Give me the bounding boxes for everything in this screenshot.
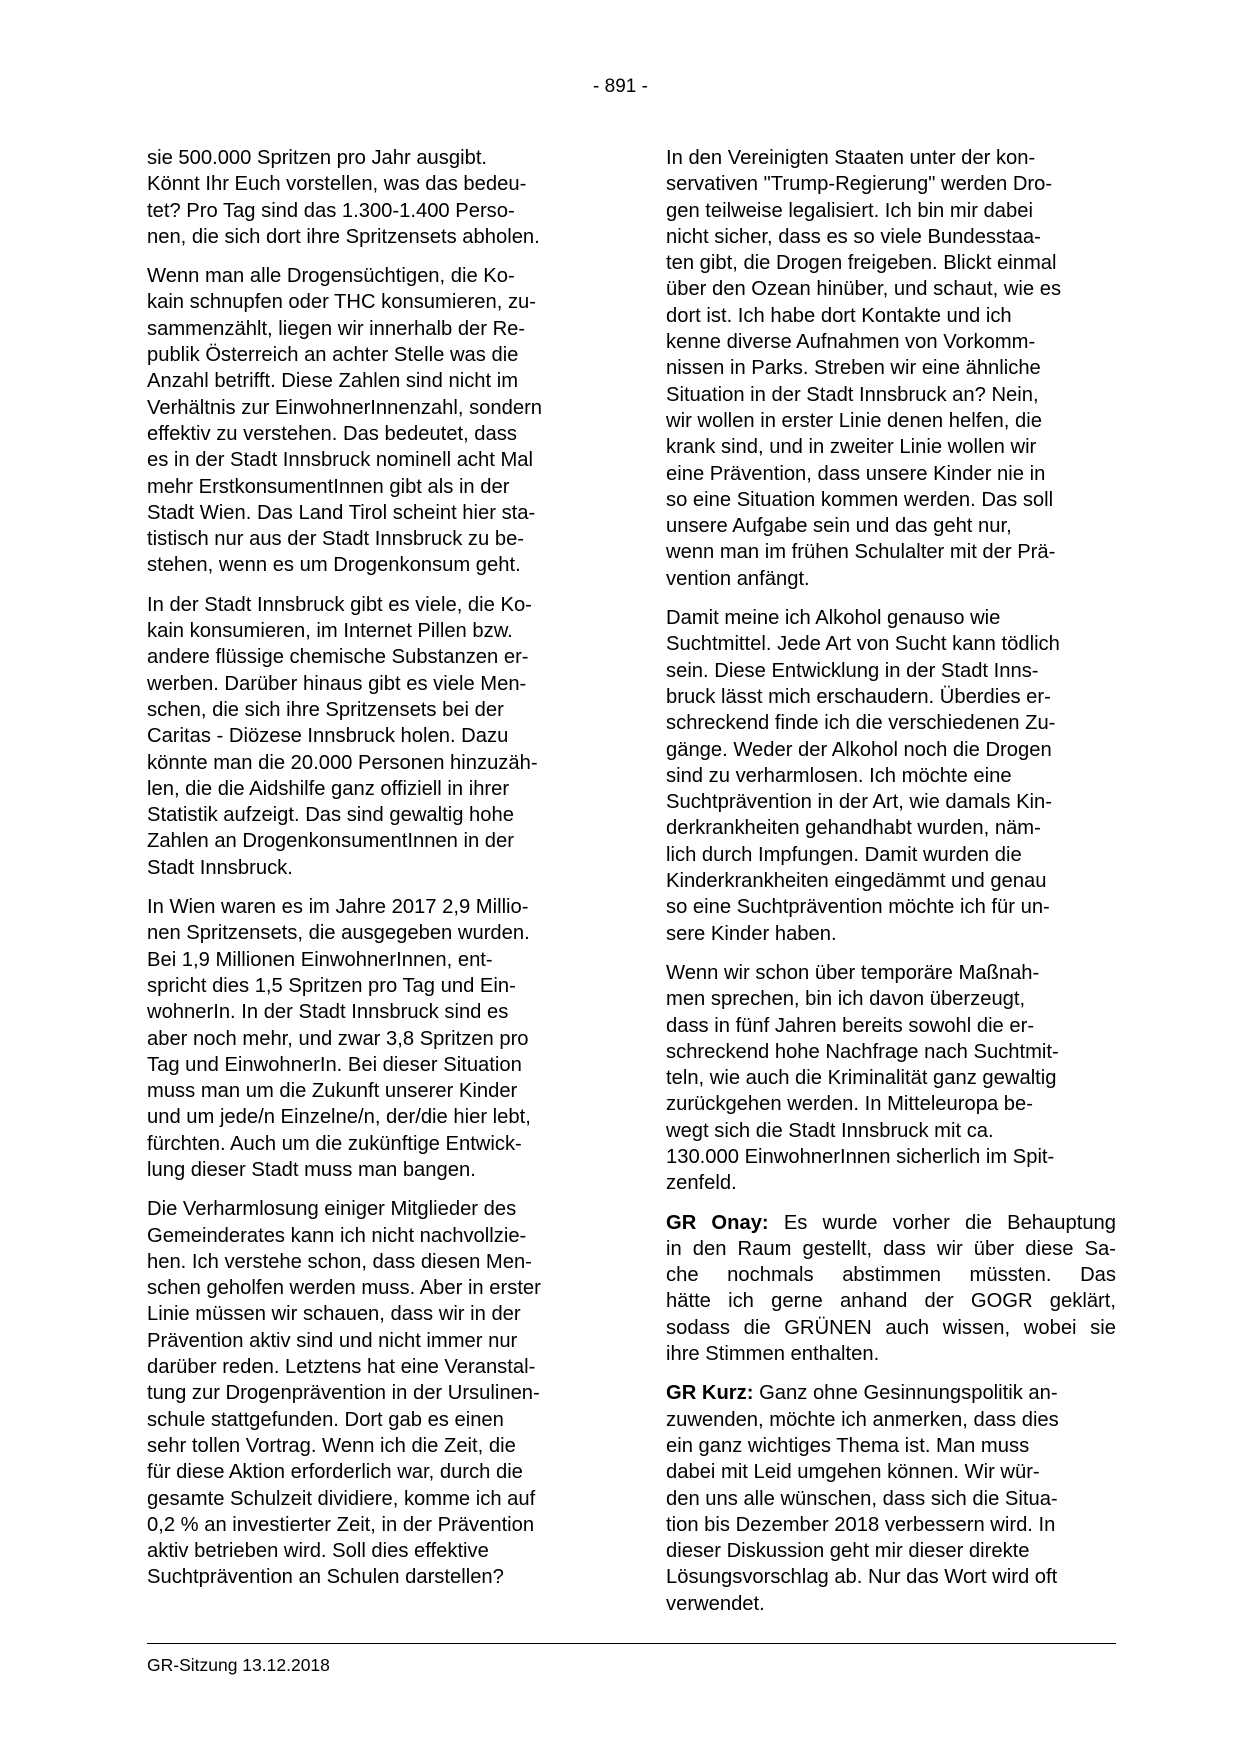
- right-column: [666, 145, 1116, 1630]
- text-line: bruck lässt mich erschaudern. Überdies er-: [666, 685, 1051, 708]
- text-line: 130.000 EinwohnerInnen sicherlich im Spit-: [666, 1145, 1055, 1168]
- speaker-name: GR Kurz:: [666, 1382, 754, 1405]
- text-line: in den Raum gestellt, dass wir über diese Sa-: [666, 1237, 1116, 1260]
- paragraph: [147, 263, 597, 579]
- text-line: Linie müssen wir schauen, dass wir in der: [147, 1303, 521, 1326]
- text-line: über den Ozean hinüber, und schaut, wie es: [666, 278, 1062, 301]
- paragraph: [147, 894, 597, 1183]
- text-line: Lösungsvorschlag ab. Nur das Wort wird oft: [666, 1566, 1058, 1589]
- text-line: vention anfängt.: [666, 567, 810, 590]
- text-line: Suchtmittel. Jede Art von Sucht kann tödlich: [666, 633, 1060, 656]
- text-line: Statistik aufzeigt. Das sind gewaltig hohe: [147, 804, 514, 827]
- text-line: andere flüssige chemische Substanzen er-: [147, 646, 529, 669]
- text-line: Gemeinderates kann ich nicht nachvollzie-: [147, 1224, 527, 1247]
- text-line: nen, die sich dort ihre Spritzensets abholen.: [147, 225, 540, 248]
- text-line: wenn man im frühen Schulalter mit der Prä-: [666, 541, 1056, 564]
- left-column: [147, 145, 597, 1604]
- text-line: Bei 1,9 Millionen EinwohnerInnen, ent-: [147, 948, 493, 971]
- text-line: Kinderkrankheiten eingedämmt und genau: [666, 870, 1047, 893]
- footer-session-date: GR-Sitzung 13.12.2018: [147, 1655, 330, 1675]
- text-line: Verhältnis zur EinwohnerInnenzahl, sondern: [147, 396, 543, 419]
- text-line: Anzahl betrifft. Diese Zahlen sind nicht im: [147, 370, 519, 393]
- text-line: hätte ich gerne anhand der GOGR geklärt,: [666, 1290, 1116, 1313]
- speech-text: Es wurde vorher die Behauptung: [783, 1211, 1117, 1234]
- text-line: aber noch mehr, und zwar 3,8 Spritzen pro: [147, 1027, 529, 1050]
- footer-divider: [147, 1643, 1116, 1644]
- text-line: tet? Pro Tag sind das 1.300-1.400 Perso-: [147, 199, 515, 222]
- paragraph: [147, 1196, 597, 1590]
- text-line: kenne diverse Aufnahmen von Vorkomm-: [666, 331, 1036, 354]
- text-line: schen, die sich ihre Spritzensets bei der: [147, 698, 504, 721]
- text-line: darüber reden. Letztens hat eine Veranstal-: [147, 1356, 536, 1379]
- text-line: ihre Stimmen enthalten.: [666, 1343, 880, 1366]
- text-line: 0,2 % an investierter Zeit, in der Prävention: [147, 1513, 535, 1536]
- text-line: Suchtprävention in der Art, wie damals Kin-: [666, 791, 1052, 814]
- text-line: Stadt Innsbruck.: [147, 856, 293, 879]
- paragraph: [666, 960, 1116, 1197]
- text-line: Damit meine ich Alkohol genauso wie: [666, 607, 1001, 630]
- text-line: kain schnupfen oder THC konsumieren, zu-: [147, 291, 536, 314]
- speech-onay: [666, 1210, 1116, 1368]
- text-line: Caritas - Diözese Innsbruck holen. Dazu: [147, 725, 509, 748]
- text-line: [666, 1380, 1116, 1406]
- text-line: fürchten. Auch um die zukünftige Entwick-: [147, 1132, 522, 1155]
- text-line: nen Spritzensets, die ausgegeben wurden.: [147, 922, 530, 945]
- text-line: schen geholfen werden muss. Aber in erster: [147, 1277, 541, 1300]
- text-line: lich durch Impfungen. Damit wurden die: [666, 843, 1022, 866]
- text-line: nicht sicher, dass es so viele Bundesstaa-: [666, 225, 1041, 248]
- speech-text: Ganz ohne Gesinnungspolitik an-: [759, 1382, 1058, 1405]
- text-line: dabei mit Leid umgehen können. Wir wür-: [666, 1461, 1040, 1484]
- text-line: und um jede/n Einzelne/n, der/die hier lebt,: [147, 1106, 531, 1129]
- text-line: Könnt Ihr Euch vorstellen, was das bedeu-: [147, 173, 527, 196]
- text-line: che nochmals abstimmen müssten. Das: [666, 1264, 1116, 1287]
- text-line: unsere Aufgabe sein und das geht nur,: [666, 515, 1012, 538]
- text-line: für diese Aktion erforderlich war, durch die: [147, 1461, 523, 1484]
- text-line: derkrankheiten gehandhabt wurden, näm-: [666, 817, 1041, 840]
- text-line: zenfeld.: [666, 1172, 737, 1195]
- text-line: len, die die Aidshilfe ganz offiziell in ihrer: [147, 777, 510, 800]
- text-line: sehr tollen Vortrag. Wenn ich die Zeit, die: [147, 1434, 516, 1457]
- text-line: krank sind, und in zweiter Linie wollen wir: [666, 436, 1037, 459]
- text-line: dieser Diskussion geht mir dieser direkte: [666, 1540, 1030, 1563]
- paragraph: [147, 145, 597, 250]
- text-line: gesamte Schulzeit dividiere, komme ich auf: [147, 1487, 536, 1510]
- text-line: publik Österreich an achter Stelle was die: [147, 344, 519, 367]
- text-line: Zahlen an DrogenkonsumentInnen in der: [147, 830, 514, 853]
- text-line: In der Stadt Innsbruck gibt es viele, die Ko-: [147, 593, 532, 616]
- text-line: dort ist. Ich habe dort Kontakte und ich: [666, 304, 1012, 327]
- text-line: nissen in Parks. Streben wir eine ähnliche: [666, 357, 1041, 380]
- paragraph: [147, 592, 597, 881]
- text-line: Die Verharmlosung einiger Mitglieder des: [147, 1198, 517, 1221]
- text-line: sie 500.000 Spritzen pro Jahr ausgibt.: [147, 147, 488, 169]
- text-line: In den Vereinigten Staaten unter der kon-: [666, 147, 1036, 169]
- text-line: ten gibt, die Drogen freigeben. Blickt einmal: [666, 252, 1057, 275]
- paragraph: [666, 145, 1116, 592]
- text-line: tung zur Drogenprävention in der Ursulinen-: [147, 1382, 540, 1405]
- speaker-name: GR Onay:: [666, 1211, 769, 1234]
- text-line: den uns alle wünschen, dass sich die Situa-: [666, 1487, 1058, 1510]
- text-line: mehr ErstkonsumentInnen gibt als in der: [147, 475, 510, 498]
- text-line: wohnerIn. In der Stadt Innsbruck sind es: [147, 1001, 509, 1024]
- text-line: ein ganz wichtiges Thema ist. Man muss: [666, 1434, 1030, 1457]
- text-line: teln, wie auch die Kriminalität ganz gewaltig: [666, 1067, 1057, 1090]
- text-line: Wenn man alle Drogensüchtigen, die Ko-: [147, 265, 515, 288]
- text-line: schule stattgefunden. Dort gab es einen: [147, 1408, 504, 1431]
- paragraph: [666, 605, 1116, 947]
- text-line: werben. Darüber hinaus gibt es viele Men-: [147, 672, 527, 695]
- text-line: so eine Suchtprävention möchte ich für un-: [666, 896, 1050, 919]
- text-line: men sprechen, bin ich davon überzeugt,: [666, 988, 1026, 1011]
- text-line: schreckend finde ich die verschiedenen Zu-: [666, 712, 1056, 735]
- text-line: muss man um die Zukunft unserer Kinder: [147, 1080, 518, 1103]
- text-line: Wenn wir schon über temporäre Maßnah-: [666, 961, 1040, 984]
- text-line: tistisch nur aus der Stadt Innsbruck zu be-: [147, 528, 525, 551]
- text-line: sere Kinder haben.: [666, 922, 837, 945]
- text-line: servativen "Trump-Regierung" werden Dro-: [666, 173, 1053, 196]
- page-number: - 891 -: [593, 76, 648, 97]
- text-line: Suchtprävention an Schulen darstellen?: [147, 1566, 504, 1589]
- text-line: zuwenden, möchte ich anmerken, dass dies: [666, 1408, 1059, 1431]
- text-line: sind zu verharmlosen. Ich möchte eine: [666, 764, 1012, 787]
- text-line: stehen, wenn es um Drogenkonsum geht.: [147, 554, 521, 577]
- text-line: Prävention aktiv sind und nicht immer nur: [147, 1329, 518, 1352]
- text-line: effektiv zu verstehen. Das bedeutet, dass: [147, 422, 517, 445]
- text-line: sein. Diese Entwicklung in der Stadt Inns-: [666, 659, 1039, 682]
- text-line: könnte man die 20.000 Personen hinzuzäh-: [147, 751, 538, 774]
- text-line: zurückgehen werden. In Mitteleuropa be-: [666, 1093, 1033, 1116]
- text-line: verwendet.: [666, 1592, 765, 1615]
- text-line: sodass die GRÜNEN auch wissen, wobei sie: [666, 1316, 1116, 1339]
- text-line: spricht dies 1,5 Spritzen pro Tag und Ein-: [147, 974, 516, 997]
- text-line: wir wollen in erster Linie denen helfen, die: [666, 409, 1042, 432]
- text-line: aktiv betrieben wird. Soll dies effektive: [147, 1540, 489, 1563]
- text-line: Situation in der Stadt Innsbruck an? Nein,: [666, 383, 1039, 406]
- text-line: [666, 1210, 1116, 1236]
- text-line: Stadt Wien. Das Land Tirol scheint hier sta-: [147, 501, 536, 524]
- text-line: hen. Ich verstehe schon, dass diesen Men-: [147, 1250, 532, 1273]
- text-line: lung dieser Stadt muss man bangen.: [147, 1158, 476, 1181]
- text-line: gen teilweise legalisiert. Ich bin mir dabei: [666, 199, 1033, 222]
- text-line: Tag und EinwohnerIn. Bei dieser Situation: [147, 1053, 522, 1076]
- speech-kurz: [666, 1380, 1116, 1617]
- text-line: tion bis Dezember 2018 verbessern wird. In: [666, 1513, 1056, 1536]
- text-line: dass in fünf Jahren bereits sowohl die er-: [666, 1014, 1035, 1037]
- text-line: wegt sich die Stadt Innsbruck mit ca.: [666, 1119, 994, 1142]
- text-line: schreckend hohe Nachfrage nach Suchtmit-: [666, 1040, 1059, 1063]
- text-line: so eine Situation kommen werden. Das soll: [666, 488, 1054, 511]
- text-line: In Wien waren es im Jahre 2017 2,9 Millio-: [147, 896, 529, 919]
- text-line: sammenzählt, liegen wir innerhalb der Re-: [147, 317, 526, 340]
- text-line: eine Prävention, dass unsere Kinder nie in: [666, 462, 1046, 485]
- text-line: es in der Stadt Innsbruck nominell acht Mal: [147, 449, 533, 472]
- text-line: gänge. Weder der Alkohol noch die Drogen: [666, 738, 1052, 761]
- text-line: kain konsumieren, im Internet Pillen bzw.: [147, 620, 513, 643]
